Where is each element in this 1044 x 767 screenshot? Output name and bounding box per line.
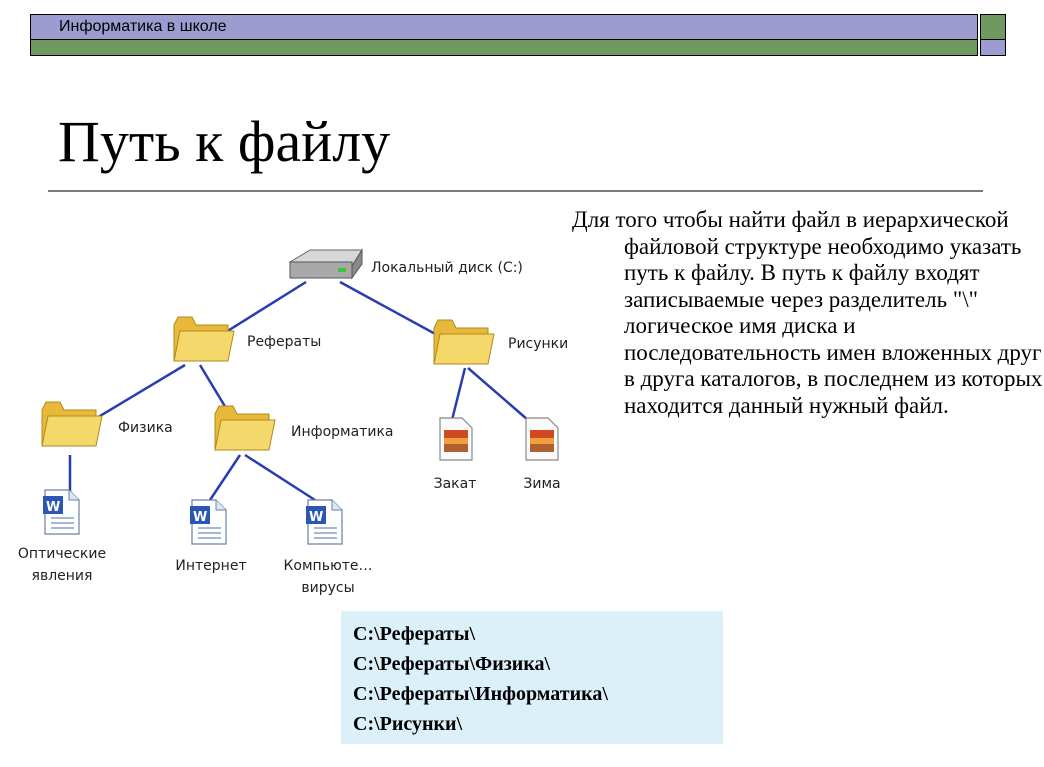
folder-label-informatika: Информатика (291, 424, 394, 440)
file-label-opticheskie-line1: Оптические (17, 546, 107, 562)
course-title: Информатика в школе (59, 18, 227, 35)
local-disk-icon (290, 250, 362, 278)
header-green-strip (30, 40, 978, 56)
file-label-internet: Интернет (175, 558, 247, 574)
word-document-icon (43, 490, 79, 534)
path-example: C:\Рефераты\Информатика\ (353, 683, 608, 705)
slide-description: Для того чтобы найти файл в иерархической файловой структуре необходимо указать путь к файлу. В путь к файлу входят записываемые через разделитель "\" логическое имя диска и последовательность имен вложенных друг в друга каталогов, в последнем из которых находится данный нужный файл. (572, 207, 1043, 418)
word-document-icon (306, 500, 342, 544)
path-example: C:\Рефераты\Физика\ (353, 653, 551, 675)
header-bar (30, 14, 978, 40)
file-tree-diagram: W Локальный диск (C:) Рефераты Рисунки Физика Информатика Оптические явления Интернет Компьюте… вирусы Закат Зима (1, 10, 569, 596)
path-example: C:\Рисунки\ (353, 713, 463, 735)
path-example: C:\Рефераты\ (353, 623, 476, 645)
file-label-opticheskie-line2: явления (31, 568, 93, 584)
folder-icon (174, 317, 234, 361)
folder-icon (215, 406, 275, 450)
slide-title: Путь к файлу (58, 109, 391, 174)
folder-label-risunki: Рисунки (508, 336, 569, 352)
title-divider (48, 190, 983, 192)
path-examples-box (341, 611, 723, 744)
image-file-icon (440, 418, 472, 460)
disk-label: Локальный диск (C:) (371, 260, 523, 276)
header-square-green (980, 14, 1006, 40)
folder-icon (434, 320, 494, 364)
file-label-kompyute-line1: Компьюте… (283, 558, 373, 574)
folder-label-referaty: Рефераты (247, 334, 322, 350)
folder-icon (42, 402, 102, 446)
word-document-icon (190, 500, 226, 544)
folder-label-fizika: Физика (118, 420, 173, 436)
image-file-icon (526, 418, 558, 460)
file-label-kompyute-line2: вирусы (301, 580, 355, 596)
file-label-zakat: Закат (433, 476, 477, 492)
header-square-purple (980, 40, 1006, 56)
file-label-zima: Зима (523, 476, 561, 492)
